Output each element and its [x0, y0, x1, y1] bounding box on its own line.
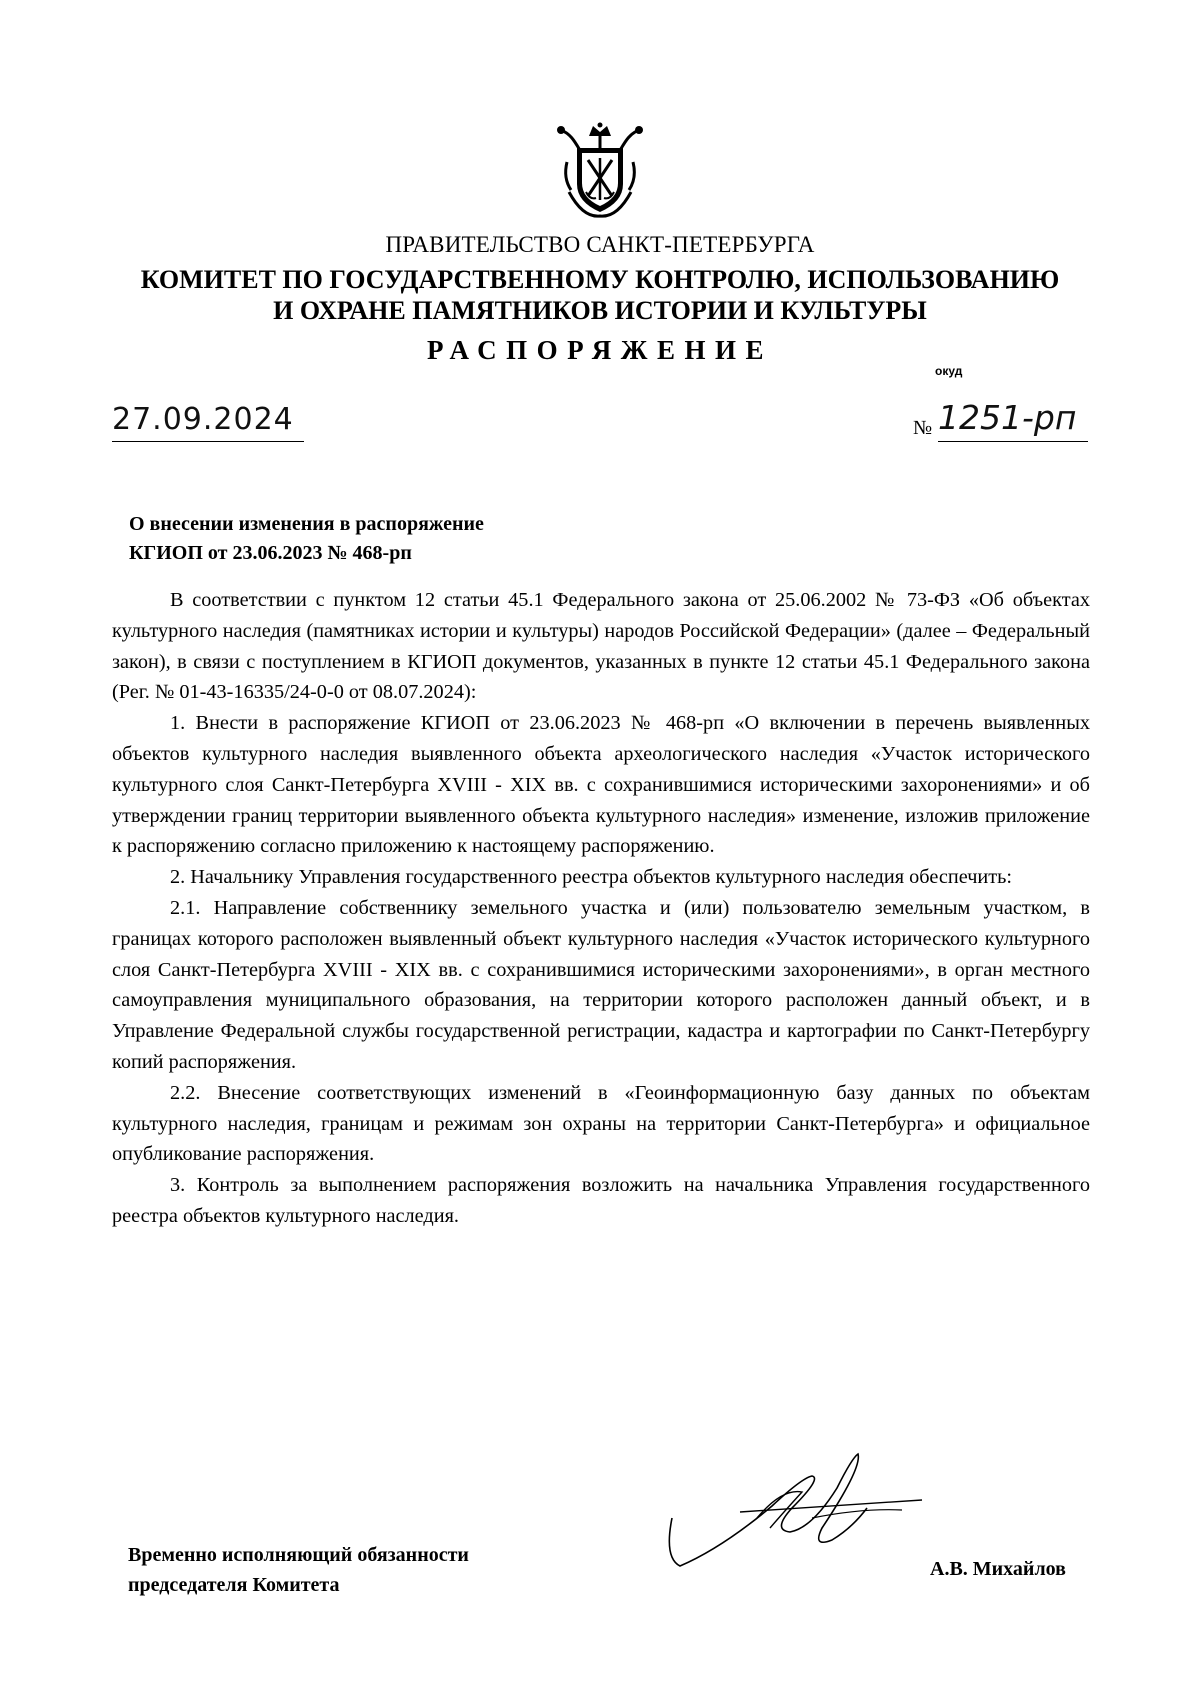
number-underline [938, 441, 1088, 442]
body-paragraph: В соответствии с пунктом 12 статьи 45.1 Федерального закона от 25.06.2002 № 73-ФЗ «Об объектах культурного наследия (памятниках истории и культуры) народов Российской Федерации» (далее – Федеральный закон), в связи с поступлением в КГИОП документов, указанных в пункте 12 статьи 45.1 Федерального закона (Рег. № 01-43-16335/24-0-0 от 08.07.2024): [112, 589, 1090, 704]
document-body [112, 585, 1090, 1232]
signatory-position-line1: Временно исполняющий обязанности [128, 1544, 469, 1566]
subject-line1: О внесении изменения в распоряжение [129, 513, 484, 535]
document-date: 27.09.2024 [112, 402, 294, 437]
document-type: РАСПОРЯЖЕНИЕ [426, 335, 774, 365]
body-paragraph: 1. Внести в распоряжение КГИОП от 23.06.2023 № 468-рп «О включении в перечень выявленных объектов культурного наследия выявленного объекта археологического наследия «Участок исторического культурного слоя Санкт-Петербурга XVIII - XIX вв. с сохранившимися историческими захоронениями» и об утверждении границ территории выявленного объекта культурного наследия» изменение, изложив приложение к распоряжению согласно приложению к настоящему распоряжению. [112, 712, 1090, 858]
signatory-name: А.В. Михайлов [930, 1558, 1066, 1580]
body-paragraph: 2.2. Внесение соответствующих изменений в «Геоинформационную базу данных по объектам культурного наследия, границам и режимам зон охраны на территории Санкт-Петербурга» и официальное опубликование распоряжения. [112, 1081, 1090, 1166]
body-paragraph: 3. Контроль за выполнением распоряжения возложить на начальника Управления государственного реестра объектов культурного наследия. [112, 1174, 1090, 1227]
body-paragraph: 2. Начальнику Управления государственного реестра объектов культурного наследия обеспечить: [170, 866, 1013, 889]
committee-title-line2: И ОХРАНЕ ПАМЯТНИКОВ ИСТОРИИ И КУЛЬТУРЫ [273, 296, 927, 325]
date-underline [112, 441, 304, 442]
document-number: 1251-рп [938, 398, 1077, 437]
okud-label: окуд [935, 364, 963, 378]
spb-coat-of-arms-icon [553, 122, 647, 222]
number-sign: № [913, 417, 933, 439]
subject-line2: КГИОП от 23.06.2023 № 468-рп [129, 542, 412, 564]
committee-title-line1: КОМИТЕТ ПО ГОСУДАРСТВЕННОМУ КОНТРОЛЮ, ИСПОЛЬЗОВАНИЮ [140, 265, 1060, 294]
signatory-position-line2: председателя Комитета [128, 1574, 340, 1596]
signatory-position [128, 1540, 469, 1600]
government-title: ПРАВИТЕЛЬСТВО САНКТ-ПЕТЕРБУРГА [385, 232, 815, 257]
committee-title [0, 264, 1200, 326]
body-paragraph: 2.1. Направление собственнику земельного участка и (или) пользователю земельным участком, в границах которого расположен выявленный объект культурного наследия «Участок исторического культурного слоя Санкт-Петербурга XVIII - XIX вв. с сохранившимися историческими захоронениями», в орган местного самоуправления муниципального образования, на территории которого расположен данный объект, и в Управление Федеральной службы государственной регистрации, кадастра и картографии по Санкт-Петербургу копий распоряжения. [112, 896, 1090, 1073]
handwritten-signature-icon [662, 1448, 952, 1578]
document-subject [129, 510, 484, 568]
